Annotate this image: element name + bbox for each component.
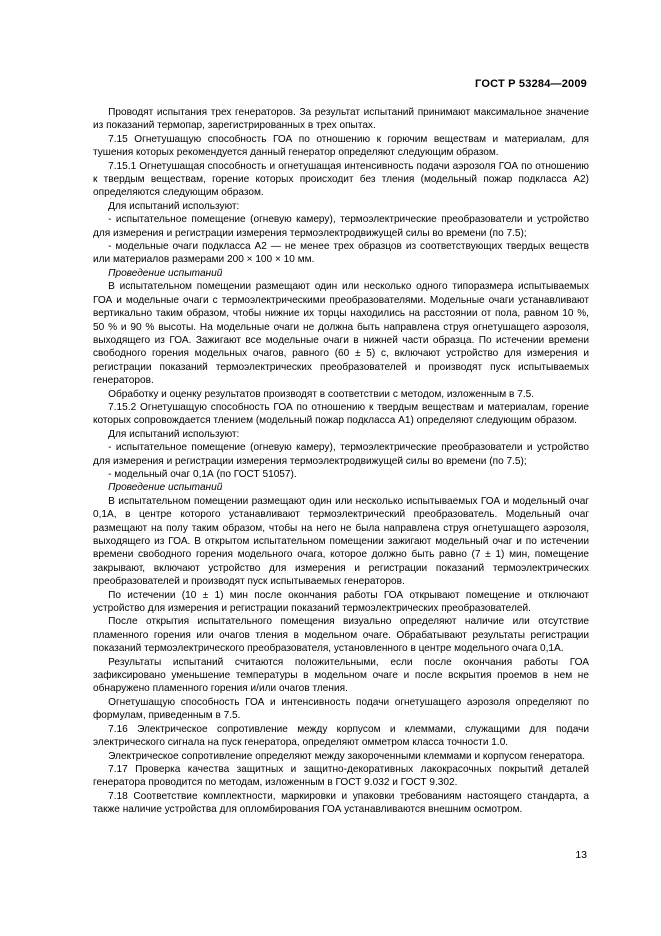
paragraph: Огнетушащую способность ГОА и интенсивность подачи огнетушащего аэрозоля определяют по формулам, приведенным в 7.5. — [93, 696, 589, 722]
paragraph: Проводят испытания трех генераторов. За результат испытаний принимают максимальное значение из показаний термопар, зарегистрированных в трех опытах. — [93, 107, 589, 132]
subheading: Проведение испытаний — [108, 482, 223, 494]
paragraph: По истечении (10 ± 1) мин после окончания работы ГОА открывают помещение и отключают устройство для измерения и регистрации показаний термоэлектрических преобразователей. — [93, 589, 589, 615]
paragraph: - модельный очаг 0,1А (по ГОСТ 51057). — [108, 468, 297, 480]
paragraph: 7.18 Соответствие комплектности, маркировки и упаковки требованиям настоящего стандарта, а также наличие устройства для опломбирования ГОА устанавливаются внешним осмотром. — [93, 790, 589, 816]
paragraph: 7.15.1 Огнетушащая способность и огнетушащая интенсивность подачи аэрозоля ГОА по отношению к твердым веществам, горение которых происходит без тления (модельный пожар подкласса А2) определяются следующим образом. — [93, 160, 589, 199]
paragraph: Результаты испытаний считаются положительными, если после окончания работы ГОА зафиксировано уменьшение температуры в модельном очаге и после вскрытия проемов в нем не обнаружено пламенного горения и/или очагов тления. — [93, 656, 589, 695]
paragraph: 7.16 Электрическое сопротивление между корпусом и клеммами, служащими для подачи электрического сигнала на пуск генератора, определяют омметром класса точности 1.0. — [93, 723, 589, 749]
subheading: Проведение испытаний — [108, 267, 223, 279]
paragraph: - модельные очаги подкласса А2 — не менее трех образцов из соответствующих твердых веществ или материалов размерами 200 × 100 × 10 мм. — [93, 241, 589, 266]
page-number: 13 — [575, 849, 587, 861]
paragraph: - испытательное помещение (огневую камеру), термоэлектрические преобразователи и устройство для измерения и регистрации измерения термоэлектродвижущей силы во времени (по 7.5); — [93, 214, 589, 239]
paragraph: Обработку и оценку результатов производят в соответствии с методом, изложенным в 7.5. — [108, 388, 535, 400]
paragraph: 7.15 Огнетушащую способность ГОА по отношению к горючим веществам и материалам, для тушения которых рекомендуется данный генератор определяют следующим образом. — [93, 133, 589, 159]
document-body — [93, 106, 589, 817]
paragraph: 7.15.2 Огнетушащую способность ГОА по отношению к твердым веществам и материалам, горение которых сопровождается тлением (модельный пожар подкласса А1) определяют следующим образом. — [93, 401, 589, 427]
paragraph: В испытательном помещении размещают один или несколько одного типоразмера испытываемых ГОА и модельные очаги с термоэлектрическими преобразователями. Модельные очаги устанавливают вертикально таким образом, чтобы нижние их торцы находились на расстоянии от пола, равном 10 %, 50 % и 90 % высоты. На модельные очаги не должна быть направлена струя огнетушащего аэрозоля, выходящего из ГОА. Зажигают все модельные очаги в нижней части образца. По истечении времени свободного горения модельных очагов, равного (60 ± 5) с, включают устройство для измерения и регистрации показаний термоэлектрических преобразователей и производят пуск испытываемых генераторов. — [93, 281, 589, 387]
paragraph: Для испытаний используют: — [108, 200, 240, 212]
paragraph: Электрическое сопротивление определяют между закороченными клеммами и корпусом генератора. — [108, 750, 586, 762]
paragraph: После открытия испытательного помещения визуально определяют наличие или отсутствие пламенного горения или очагов тления в модельном очаге. Обрабатывают результаты регистрации показаний термоэлектрического преобразователя, установленного в центре модельного очага 0,1А. — [93, 616, 589, 655]
paragraph: Для испытаний используют: — [108, 428, 240, 440]
document-header: ГОСТ Р 53284—2009 — [475, 78, 587, 90]
paragraph: - испытательное помещение (огневую камеру), термоэлектрические преобразователи и устройство для измерения и регистрации измерения термоэлектродвижущей силы во времени (по 7.5); — [93, 442, 589, 467]
paragraph: В испытательном помещении размещают один или несколько испытываемых ГОА и модельный очаг 0,1А, в центре которого устанавливают термоэлектрический преобразователь. Модельный очаг размещают на полу таким образом, чтобы на него не была направлена струя огнетушащего аэрозоля, выходящего из ГОА. В открытом испытательном помещении зажигают модельный очаг и по истечении времени свободного горения модельного очага, которое должно быть равно (7 ± 1) мин, помещение закрывают, включают устройство для измерения и регистрации показаний термоэлектрических преобразователей и производят пуск испытываемых генераторов. — [93, 495, 589, 588]
paragraph: 7.17 Проверка качества защитных и защитно-декоративных лакокрасочных покрытий деталей генератора проводится по методам, изложенным в ГОСТ 9.032 и ГОСТ 9.302. — [93, 763, 589, 789]
